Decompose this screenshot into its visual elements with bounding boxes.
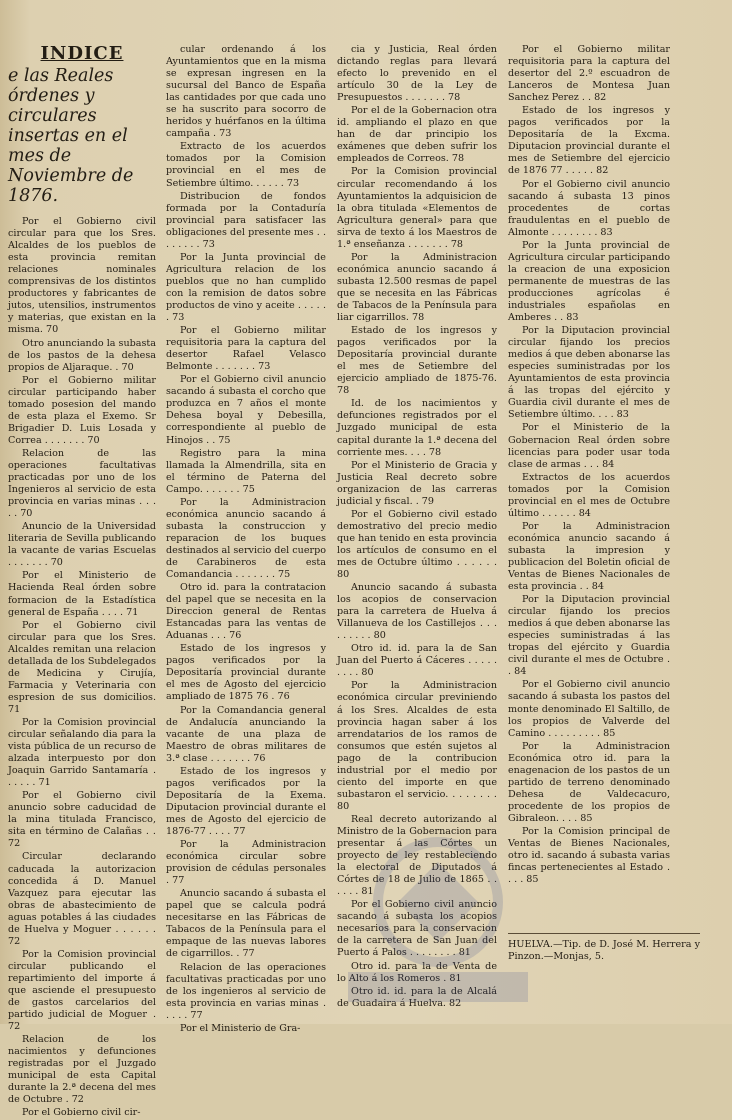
index-entry: Estado de los ingresos y pagos verificados por la Depositaría de la Exema. Diputacion provincial durante el mes de Agosto del ejercicio de 1876-77 . . . . 77 — [166, 765, 326, 837]
index-entry: Relacion de las operaciones facultativas practicadas por uno de los ingenieros al servicio de esta provincia en varias minas . . . . . 77 — [166, 961, 326, 1021]
index-entry: Por el Gobierno civil anuncio sobre caducidad de la mina titulada Francisco, sita en término de Calañas . . 72 — [8, 790, 156, 850]
index-entry: Por la Administracion económica anuncio sacando á subasta 12.500 resmas de papel que se necesita en las Fábricas de Tabacos de la Península para liar cigarrillos. 78 — [337, 251, 497, 324]
index-entry: Por el Gobierno militar circular participando haber tomado posesion del mando de esta plaza el Exemo. Sr Brigadier D. Luis Losada y Correa . . . . . . . 70 — [8, 374, 156, 446]
index-entry: Por el Gobierno militar requisitoria para la captura del desertor del 2.º escuadron de Lanceros de Montesa Juan Sanchez Perez . . 82 — [508, 44, 670, 104]
index-column-3 — [337, 44, 497, 1010]
index-entry: Por la Comandancia general de Andalucía anunciando la vacante de una plaza de Maestro de obras militares de 3.ª clase . . . . . . . 76 — [166, 704, 326, 764]
index-entry: cia y Justicia, Real órden dictando reglas para llevará efecto lo prevenido en el artículo 30 de la Ley de Presupuestos . . . . . . . 78 — [337, 44, 497, 104]
imprint-divider — [508, 933, 700, 934]
index-entry: Relacion de las operaciones facultativas practicadas por uno de los Ingenieros al servicio de esta provincia en varias minas . . . . . 70 — [8, 447, 156, 520]
col1-entries — [8, 216, 156, 1119]
index-entry: Relacion de los nacimientos y defunciones registradas por el Juzgado municipal de esta Capital durante la 2.ª decena del mes de Octubre . 72 — [8, 1034, 156, 1106]
index-title: INDICE — [40, 43, 124, 64]
index-entry: cular ordenando á los Ayuntamientos que en la misma se expresan ingresen en la sucursal del Banco de España las cantidades por que cada uno se ha suscrito para socorro de heridos y huérfanos en la última campaña . 73 — [166, 44, 326, 140]
index-entry: Por el Gobierno civil anuncio sacando á subasta los acopios necesarios para la conservacion de la carretera de San Juan del Puerto á Palos . . . . . . . . 81 — [337, 899, 497, 959]
index-entry: Por el Gobierno civil circular para que los Sres. Alcaldes remitan una relacion detallada de los Subdelegados de Medicina y Cirujía, Farmacia y Veterinaria con espresion de sus domicilios. 71 — [8, 619, 157, 715]
index-entry: Por el Gobierno militar requisitoria para la captura del desertor Rafael Velasco Belmonte . . . . . . . 73 — [166, 325, 326, 373]
index-entry: Por la Administracion económica anuncio sacando á subasta la impresion y publicacion del Boletin oficial de Ventas de Bienes Nacionales de esta provincia . . 84 — [508, 520, 670, 593]
index-entry: Real decreto autorizando al Ministro de la Gobernacion para presentar á las Córtes un proyecto de ley restableciendo la electoral de Diputados á Córtes de 18 de Julio de 1865 . . . . . . 81 — [337, 813, 497, 898]
index-entry: Por la Administracion económica anuncio sacando á subasta la construccion y reparacion de los buques destinados al servicio del cuerpo de Carabineros de esta Comandancia . . . . . . . 75 — [166, 496, 326, 581]
index-entry: Por la Administracion Económica otro id. para la enagenacion de los pastos de un partido de terreno denominado Dehesa de Valdecacuro, procedente de los propios de Gibraleon. . . . 85 — [508, 740, 670, 824]
index-entry: Por el Gobierno civil anuncio sacando á subasta el corcho que produzca en 7 años el monte Dehesa boyal y Debesilla, correspondiente al pueblo de Hinojos . . 75 — [166, 374, 326, 446]
index-entry: Por el Ministerio de Gra- — [180, 1022, 301, 1034]
index-entry: Anuncio sacando á subasta los acopios de conservacion para la carretera de Huelva á Villanueva de los Castillejos . . . . . . . . . 80 — [337, 582, 497, 642]
index-entry: Por la Administracion económica circular previniendo á los Sres. Alcaldes de esta provincia hagan saber á los arrendatarios de los ramos de consumos que estén sujetos al pago de la contribucion industrial por el medio por ciento del importe en que subastaron el servicio. . . . . . . . 80 — [337, 680, 497, 812]
index-entry: Por la Diputacion provincial circular fijando los precios medios á que deben abonarse las especies suministradas á las tropas del ejército y Guardia civil durante el mes de Octubre . . 84 — [508, 594, 670, 678]
index-column-1 — [8, 44, 156, 1120]
index-entry: Extracto de los acuerdos tomados por la Comision provincial en el mes de Setiembre último. . . . . . 73 — [166, 141, 326, 189]
index-entry: Por el Ministerio de Gracia y Justicia Real decreto sobre organizacion de las carreras judicial y fiscal. . 79 — [337, 459, 497, 507]
index-entry: Estado de los ingresos y pagos verificados por la Depositaría provincial durante el mes de Agosto del ejercicio ampliado de 1875 76 . 76 — [166, 643, 326, 703]
index-entry: Estado de los ingresos y pagos verificados por la Depositaría provincial durante el mes de Setiembre del ejercicio ampliado de 1875-76. 78 — [337, 325, 497, 397]
index-entry: Por la Junta provincial de Agricultura circular participando la creacion de una exposicion permanente de muestras de las producciones agrícolas é industriales españolas en Amberes . . 83 — [508, 239, 670, 324]
index-entry: Por el Gobierno civil anuncio sacando á subasta 13 pinos procedentes de cortas fraudulentas en el pueblo de Almonte . . . . . . . . 83 — [508, 178, 670, 238]
index-entry: Por el Gobierno civil estado demostrativo del precio medio que han tenido en esta provincia los artículos de consumo en el mes de Octubre último . . . . . . 80 — [337, 508, 497, 581]
index-entry: Circular declarando caducada la autorizacion concedida á D. Manuel Vazquez para ejecutar las obras de abastecimiento de aguas potables á las ciudades de Huelva y Moguer . . . . . . 72 — [8, 851, 156, 947]
imprint-text: HUELVA.—Tip. de D. José M. Herrera y Pinzon.—Monjas, 5. — [508, 939, 700, 962]
index-entry: Por el Gobierno civil cir- — [22, 1107, 141, 1119]
index-entry: Extractos de los acuerdos tomados por la Comision provincial en el mes de Octubre último . . . . . . 84 — [508, 471, 670, 519]
index-entry: Otro id. para la de Venta de lo Alto á los Romeros . 81 — [337, 960, 497, 984]
index-entry: Por la Junta provincial de Agricultura relacion de los pueblos que no han cumplido con la remision de datos sobre productos de vino y aceite . . . . . . 73 — [166, 251, 326, 324]
index-entry: Por el Gobierno civil circular para que los Sres. Alcaldes de los pueblos de esta provincia remitan relaciones nominales comprensivas de los distintos productores y fabricantes de jutos, utensilios, instrumentos y materias, que existan en la misma. 70 — [8, 216, 156, 336]
index-subject-title: e las Reales órdenes y circulares insertas en el mes de Noviembre de 1876. — [8, 66, 134, 207]
index-entry: Por la Comision provincial circular recomendando á los Ayuntamientos la adquisicion de la obra titulada «Elementos de Agricultura general» para que sirva de texto á los Maestros de 1.ª enseñanza . . . . . . . 78 — [337, 166, 497, 250]
index-entry: Por la Comision provincial circular señalando dia para la vista pública de un recurso de alzada interpuesto por don Joaquin Garrido Santamaría . . . . . . 71 — [8, 716, 156, 789]
index-entry: Por el Gobierno civil anuncio sacando á subasta los pastos del monte denominado El Saltillo, de los propios de Valverde del Camino . . . . . . . . . 85 — [508, 679, 670, 739]
index-entry: Por la Administracion económica circular sobre provision de cédulas personales . 77 — [166, 839, 326, 887]
index-entry: Anuncio de la Universidad literaria de Sevilla publicando la vacante de varias Escuelas . . . . . . . 70 — [8, 521, 156, 569]
index-entry: Por la Diputacion provincial circular fijando los precios medios á que deben abonarse las especies suministradas por los Ayuntamientos de esta provincia á las tropas del ejército y Guardia civil durante el mes de Setiembre último. . . . 83 — [508, 325, 670, 421]
index-entry: Por el Ministerio de Hacienda Real órden sobre formacion de la Estadística general de España . . . . 71 — [8, 570, 156, 618]
index-column-4 — [508, 44, 670, 886]
index-column-2 — [166, 44, 326, 1035]
index-entry: Por la Comision provincial circular publicando el repartimiento del importe á que asciende el presupuesto de gastos carcelarios del partido judicial de Moguer . 72 — [8, 948, 156, 1033]
index-entry: Otro id. id. para la de San Juan del Puerto á Cáceres . . . . . . . . . 80 — [337, 643, 497, 679]
index-entry: Otro id. para la contratacion del papel que se necesita en la Direccion general de Rentas Estancadas para las ventas de Aduanas . . . 76 — [166, 582, 326, 642]
index-entry: Distribucion de fondos formada por la Contaduría provincial para satisfacer las obligaciones del presente mes . . . . . . . . 73 — [166, 190, 326, 250]
printer-imprint — [508, 933, 700, 963]
index-entry: Por el Ministerio de la Gobernacion Real órden sobre licencias para poder usar toda clase de armas . . . 84 — [508, 422, 670, 470]
index-entry: Anuncio sacando á subasta el papel que se calcula podrá necesitarse en las Fábricas de Tabacos de la Península para el empaque de las nuevas labores de cigarrillos. . 77 — [166, 888, 326, 960]
index-entry: Por la Comision principal de Ventas de Bienes Nacionales, otro id. sacando á subasta varias fincas pertenecientes al Estado . . . . 85 — [508, 826, 670, 886]
index-entry: Registro para la mina llamada la Almendrilla, sita en el término de Paterna del Campo. . . . . . . 75 — [166, 447, 326, 495]
index-entry: Estado de los ingresos y pagos verificados por la Depositaría de la Excma. Diputacion provincial durante el mes de Setiembre del ejercicio de 1876 77 . . . . . 82 — [508, 105, 670, 177]
index-entry: Por el de la Gobernacion otra id. ampliando el plazo en que han de dar principio los exámenes que deben sufrir los empleados de Correos. 78 — [337, 105, 497, 165]
index-entry: Otro id. id. para la de Alcalá de Guadaira á Huelva. 82 — [337, 985, 497, 1009]
index-entry: Otro anunciando la subasta de los pastos de la dehesa propios de Aljaraque. . 70 — [8, 337, 156, 373]
index-entry: Id. de los nacimientos y defunciones registrados por el Juzgado municipal de esta capital durante la 1.ª decena del corriente mes. . . . 78 — [337, 398, 497, 458]
